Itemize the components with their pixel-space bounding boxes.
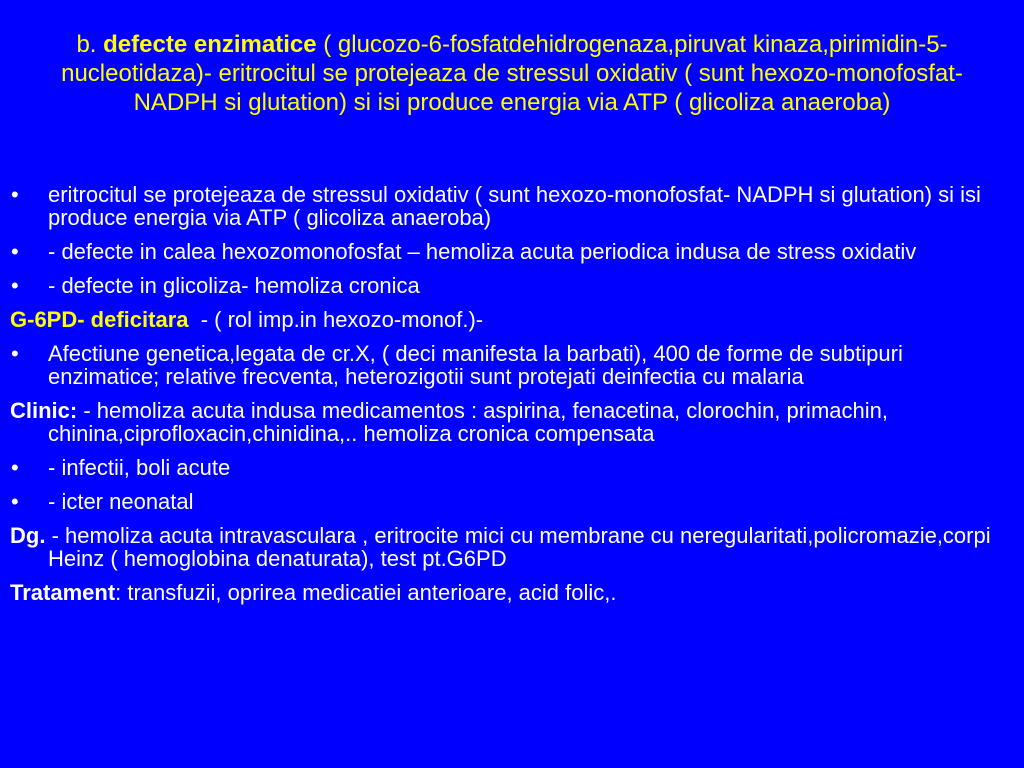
clinic-text: - hemoliza acuta indusa medicamentos : aspirina, fenacetina, clorochin, primachin, chinina,ciprofloxacin,chinidina,.. hemoliza cronica compensata [48,398,888,446]
g6pd-heading [10,308,1014,331]
title-prefix: b. [76,31,104,58]
bullet: • [11,182,19,207]
clinic-label: Clinic: [10,398,78,423]
list-item-text: eritrocitul se protejeaza de stressul oxidativ ( sunt hexozo-monofosfat- NADPH si glutation) si isi produce energia via ATP ( glicoliza anaeroba) [48,182,981,230]
slide-content [10,183,1014,615]
bullet: • [11,273,19,298]
bullet: • [11,489,19,514]
list-item [10,456,1014,479]
clinic-paragraph [10,399,1014,445]
bullet: • [11,239,19,264]
list-item [10,240,1014,263]
dg-label: Dg. [10,523,46,548]
list-item-text: - icter neonatal [48,489,194,514]
dg-paragraph [10,524,1014,570]
bullet: • [11,341,19,366]
list-item [10,183,1014,229]
g6pd-text: - ( rol imp.in hexozo-monof.)- [188,307,484,332]
g6pd-label: G-6PD- deficitara [10,307,189,332]
title-rest: ( glucozo-6-fosfatdehidrogenaza,piruvat kinaza,pirimidin-5-nucleotidaza)- eritrocitul se protejeaza de stressul oxidativ ( sunt hexozo-monofosfat- NADPH si glutation) si isi produce energia via ATP ( glicoliza anaeroba) [61,31,963,116]
list-item-text: - defecte in glicoliza- hemoliza cronica [48,273,420,298]
list-item [10,342,1014,388]
list-item-text: Afectiune genetica,legata de cr.X, ( deci manifesta la barbati), 400 de forme de subtipuri enzimatice; relative frecventa, heterozigotii sunt protejati deinfectia cu malaria [48,341,903,389]
list-item [10,490,1014,513]
tratament-label: Tratament [10,580,116,605]
title-bold: defecte enzimatice [103,31,317,58]
bullet: • [11,455,19,480]
dg-text: - hemoliza acuta intravasculara , eritrocite mici cu membrane cu neregularitati,policromazie,corpi Heinz ( hemoglobina denaturata), test pt.G6PD [45,523,991,571]
list-item-text: - infectii, boli acute [48,455,231,480]
slide-title [40,30,984,117]
list-item-text: - defecte in calea hexozomonofosfat – hemoliza acuta periodica indusa de stress oxidativ [48,239,917,264]
tratament-text: : transfuzii, oprirea medicatiei anterioare, acid folic,. [115,580,617,605]
tratament-paragraph [10,581,1014,604]
list-item [10,274,1014,297]
